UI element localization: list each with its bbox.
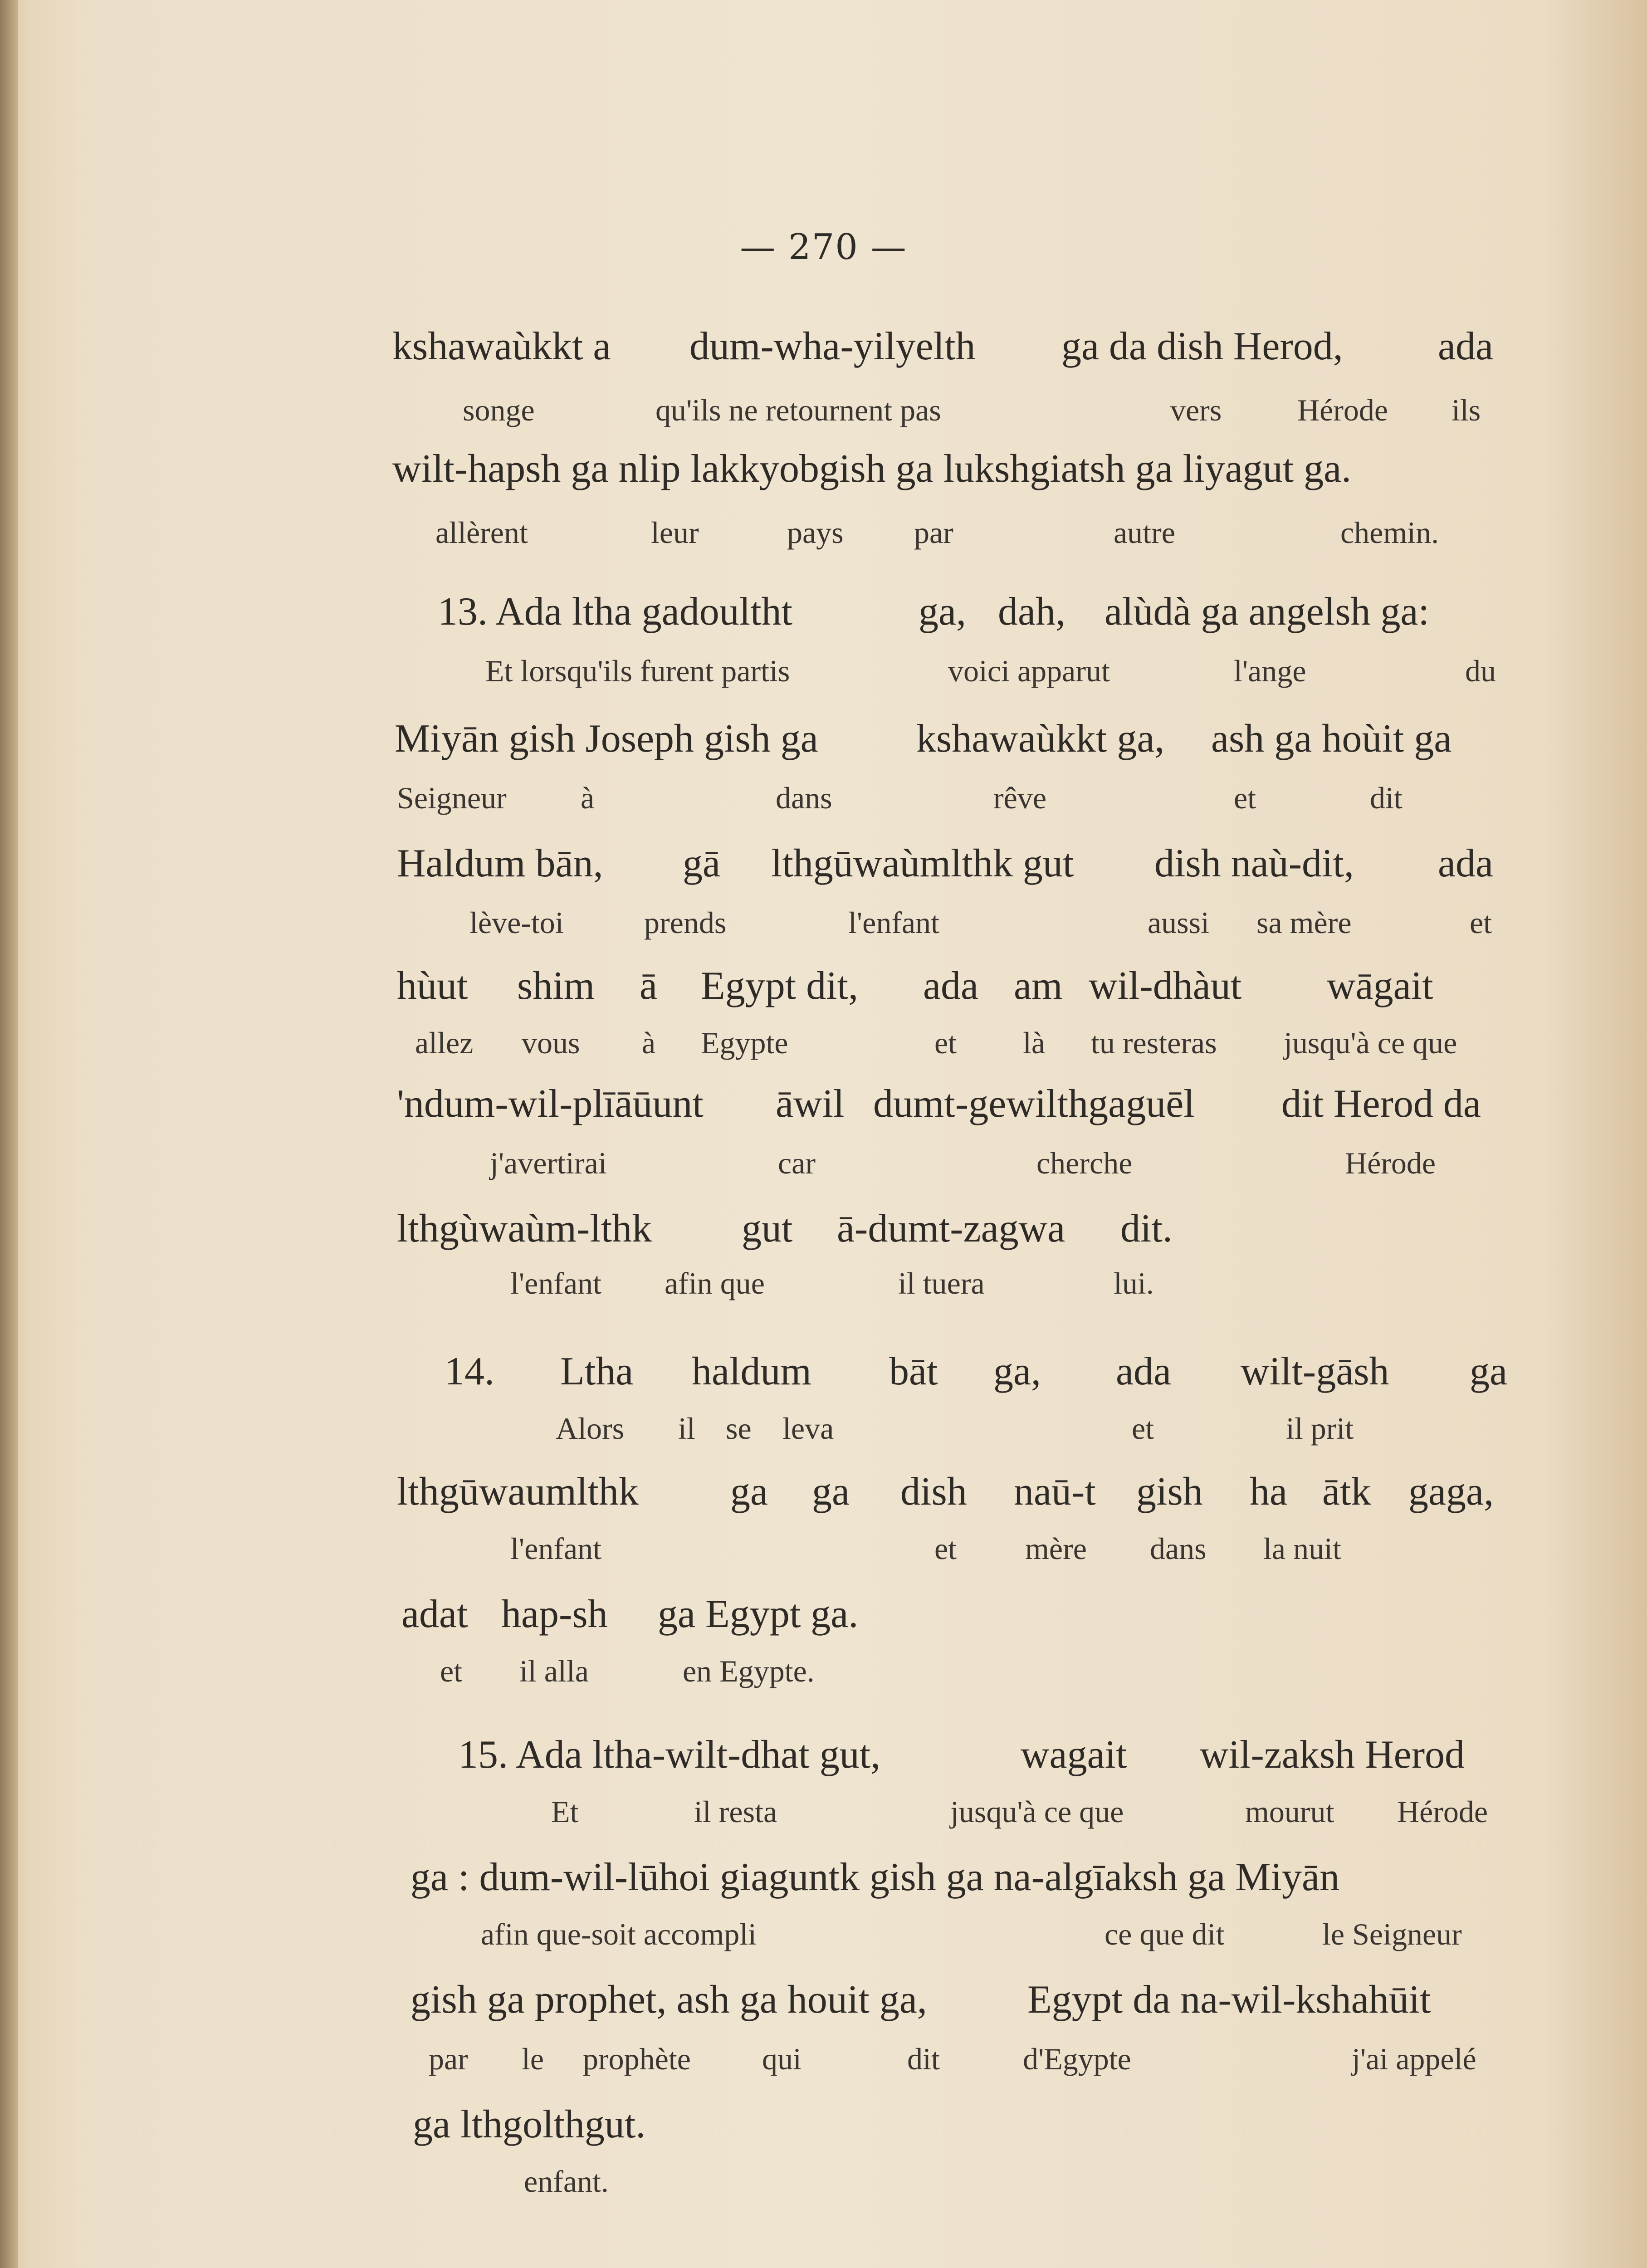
french-gloss-segment: qu'ils ne retournent pas: [655, 393, 941, 427]
french-gloss-segment: le Seigneur: [1322, 1917, 1462, 1951]
french-gloss-segment: Hérode: [1397, 1794, 1488, 1829]
native-text-segment: ā: [640, 964, 658, 1008]
native-text-segment: ada: [1438, 841, 1494, 885]
french-gloss-segment: leur: [651, 515, 699, 550]
native-text-segment: shim: [517, 964, 595, 1008]
native-text-segment: Egypt da na-wil-kshahūit: [1027, 1978, 1431, 2022]
french-gloss-segment: qui: [762, 2042, 802, 2076]
native-text-segment: alùdà ga angelsh ga:: [1105, 590, 1429, 634]
native-text-segment: ga,: [919, 590, 967, 634]
native-text-segment: 14.: [445, 1349, 494, 1393]
native-text-segment: gā: [683, 841, 721, 885]
native-text-segment: haldum: [692, 1349, 811, 1393]
native-text-segment: ha: [1250, 1470, 1288, 1514]
native-text-segment: gut: [742, 1207, 793, 1251]
native-text-segment: wil-zaksh Herod: [1200, 1733, 1465, 1777]
native-text-segment: hùut: [397, 964, 468, 1008]
native-text-segment: dit Herod da: [1281, 1082, 1481, 1126]
french-gloss-segment: lui.: [1114, 1266, 1154, 1300]
native-text-segment: bāt: [889, 1349, 938, 1393]
native-text-segment: ga: [1470, 1349, 1508, 1393]
french-gloss-segment: leva: [782, 1411, 834, 1446]
native-text-segment: ada: [1116, 1349, 1172, 1393]
native-text-segment: wilt-gāsh: [1241, 1349, 1389, 1393]
french-gloss-segment: à: [642, 1026, 656, 1060]
french-gloss-segment: chemin.: [1340, 515, 1439, 550]
french-gloss-segment: Egypte: [701, 1026, 788, 1060]
native-text-segment: lthgùwaùm-lthk: [397, 1207, 652, 1251]
french-gloss-segment: lève-toi: [469, 905, 564, 940]
french-gloss-segment: aussi: [1148, 905, 1209, 940]
french-gloss-segment: par: [914, 515, 953, 550]
native-text-segment: wilt-hapsh ga nlip lakkyobgish ga lukshgiatsh ga liyagut ga.: [392, 447, 1352, 491]
french-gloss-segment: l'enfant: [510, 1531, 602, 1566]
french-gloss-segment: ils: [1452, 393, 1481, 427]
french-gloss-segment: allèrent: [435, 515, 528, 550]
native-text-segment: ga: [730, 1470, 768, 1514]
native-text-segment: ga Egypt ga.: [658, 1592, 859, 1636]
french-gloss-segment: il resta: [694, 1794, 777, 1829]
native-text-segment: dah,: [998, 590, 1066, 634]
french-gloss-segment: Hérode: [1297, 393, 1388, 427]
native-text-segment: āwil: [776, 1082, 845, 1126]
french-gloss-segment: Et: [551, 1794, 579, 1829]
native-text-segment: am: [1014, 964, 1063, 1008]
native-text-segment: gish: [1136, 1470, 1203, 1514]
native-text-segment: wāgait: [1327, 964, 1433, 1008]
native-text-segment: ātk: [1322, 1470, 1371, 1514]
french-gloss-segment: vous: [522, 1026, 580, 1060]
native-text-segment: kshawaùkkt ga,: [916, 717, 1165, 761]
french-gloss-segment: et: [1132, 1411, 1154, 1446]
native-text-segment: Ltha: [560, 1349, 634, 1393]
french-gloss-segment: l'enfant: [510, 1266, 602, 1300]
native-text-segment: 15. Ada ltha-wilt-dhat gut,: [458, 1733, 881, 1777]
french-gloss-segment: prophète: [583, 2042, 691, 2076]
native-text-segment: 13. Ada ltha gadoultht: [438, 590, 793, 634]
native-text-segment: adat: [401, 1592, 468, 1636]
french-gloss-segment: et: [440, 1654, 463, 1688]
native-text-segment: kshawaùkkt a: [392, 324, 611, 368]
native-text-segment: gish ga prophet, ash ga houit ga,: [411, 1978, 927, 2022]
french-gloss-segment: mère: [1025, 1531, 1087, 1566]
native-text-segment: dum-wha-yilyelth: [689, 324, 976, 368]
french-gloss-segment: car: [778, 1146, 816, 1180]
french-gloss-segment: sa mère: [1256, 905, 1352, 940]
french-gloss-segment: j'ai appelé: [1352, 2042, 1476, 2076]
french-gloss-segment: dit: [1370, 781, 1403, 815]
french-gloss-segment: Seigneur: [397, 781, 507, 815]
native-text-segment: ga: [812, 1470, 850, 1514]
french-gloss-segment: jusqu'à ce que: [1284, 1026, 1457, 1060]
french-gloss-segment: et: [1234, 781, 1256, 815]
french-gloss-segment: dans: [1150, 1531, 1207, 1566]
native-text-segment: ada: [1438, 324, 1494, 368]
french-gloss-segment: Alors: [556, 1411, 625, 1446]
native-text-segment: Haldum bān,: [397, 841, 603, 885]
native-text-segment: dit.: [1120, 1207, 1173, 1251]
native-text-segment: Miyān gish Joseph gish ga: [395, 717, 818, 761]
french-gloss-segment: et: [934, 1531, 957, 1566]
french-gloss-segment: enfant.: [524, 2164, 609, 2199]
french-gloss-segment: Et lorsqu'ils furent partis: [485, 654, 790, 688]
native-text-segment: wagait: [1021, 1733, 1127, 1777]
french-gloss-segment: tu resteras: [1091, 1026, 1217, 1060]
native-text-segment: dish: [900, 1470, 967, 1514]
french-gloss-segment: voici apparut: [948, 654, 1110, 688]
native-text-segment: 'ndum-wil-plīāūunt: [397, 1082, 704, 1126]
french-gloss-segment: à: [581, 781, 595, 815]
french-gloss-segment: il tuera: [898, 1266, 985, 1300]
french-gloss-segment: prends: [644, 905, 727, 940]
french-gloss-segment: dit: [907, 2042, 940, 2076]
french-gloss-segment: mourut: [1245, 1794, 1334, 1829]
french-gloss-segment: il prit: [1286, 1411, 1354, 1446]
french-gloss-segment: allez: [415, 1026, 474, 1060]
french-gloss-segment: afin que: [665, 1266, 765, 1300]
french-gloss-segment: dans: [776, 781, 832, 815]
native-text-segment: dumt-gewilthgaguēl: [873, 1082, 1195, 1126]
french-gloss-segment: il: [678, 1411, 695, 1446]
french-gloss-segment: pays: [787, 515, 844, 550]
native-text-segment: ga,: [993, 1349, 1041, 1393]
french-gloss-segment: et: [934, 1026, 957, 1060]
french-gloss-segment: la nuit: [1263, 1531, 1341, 1566]
french-gloss-segment: en Egypte.: [683, 1654, 815, 1688]
french-gloss-segment: l'enfant: [848, 905, 940, 940]
french-gloss-segment: là: [1023, 1026, 1046, 1060]
french-gloss-segment: cherche: [1036, 1146, 1133, 1180]
french-gloss-segment: rêve: [993, 781, 1047, 815]
native-text-segment: naū-t: [1014, 1470, 1096, 1514]
native-text-segment: gaga,: [1408, 1470, 1494, 1514]
french-gloss-segment: d'Egypte: [1023, 2042, 1131, 2076]
french-gloss-segment: l'ange: [1234, 654, 1306, 688]
book-gutter: [0, 0, 18, 2268]
french-gloss-segment: vers: [1170, 393, 1222, 427]
native-text-segment: wil-dhàut: [1089, 964, 1242, 1008]
french-gloss-segment: afin que-soit accompli: [481, 1917, 757, 1951]
native-text-segment: lthgūwaùmlthk gut: [771, 841, 1074, 885]
native-text-segment: Egypt dit,: [701, 964, 859, 1008]
native-text-segment: ā-dumt-zagwa: [837, 1207, 1065, 1251]
french-gloss-segment: j'avertirai: [490, 1146, 607, 1180]
page-number: — 270 —: [740, 227, 907, 268]
native-text-segment: dish naù-dit,: [1154, 841, 1354, 885]
native-text-segment: lthgūwaumlthk: [397, 1470, 639, 1514]
french-gloss-segment: et: [1470, 905, 1492, 940]
french-gloss-segment: le: [522, 2042, 544, 2076]
native-text-segment: ada: [923, 964, 979, 1008]
french-gloss-segment: songe: [463, 393, 535, 427]
french-gloss-segment: autre: [1114, 515, 1175, 550]
french-gloss-segment: se: [726, 1411, 752, 1446]
french-gloss-segment: par: [429, 2042, 468, 2076]
french-gloss-segment: ce que dit: [1105, 1917, 1225, 1951]
french-gloss-segment: du: [1465, 654, 1496, 688]
french-gloss-segment: Hérode: [1345, 1146, 1436, 1180]
native-text-segment: ga : dum-wil-lūhoi giaguntk gish ga na-algīaksh ga Miyān: [411, 1855, 1340, 1899]
french-gloss-segment: il alla: [519, 1654, 589, 1688]
french-gloss-segment: jusqu'à ce que: [950, 1794, 1124, 1829]
native-text-segment: ga lthgolthgut.: [413, 2102, 646, 2146]
native-text-segment: ga da dish Herod,: [1061, 324, 1343, 368]
native-text-segment: ash ga hoùit ga: [1211, 717, 1452, 761]
native-text-segment: hap-sh: [501, 1592, 608, 1636]
